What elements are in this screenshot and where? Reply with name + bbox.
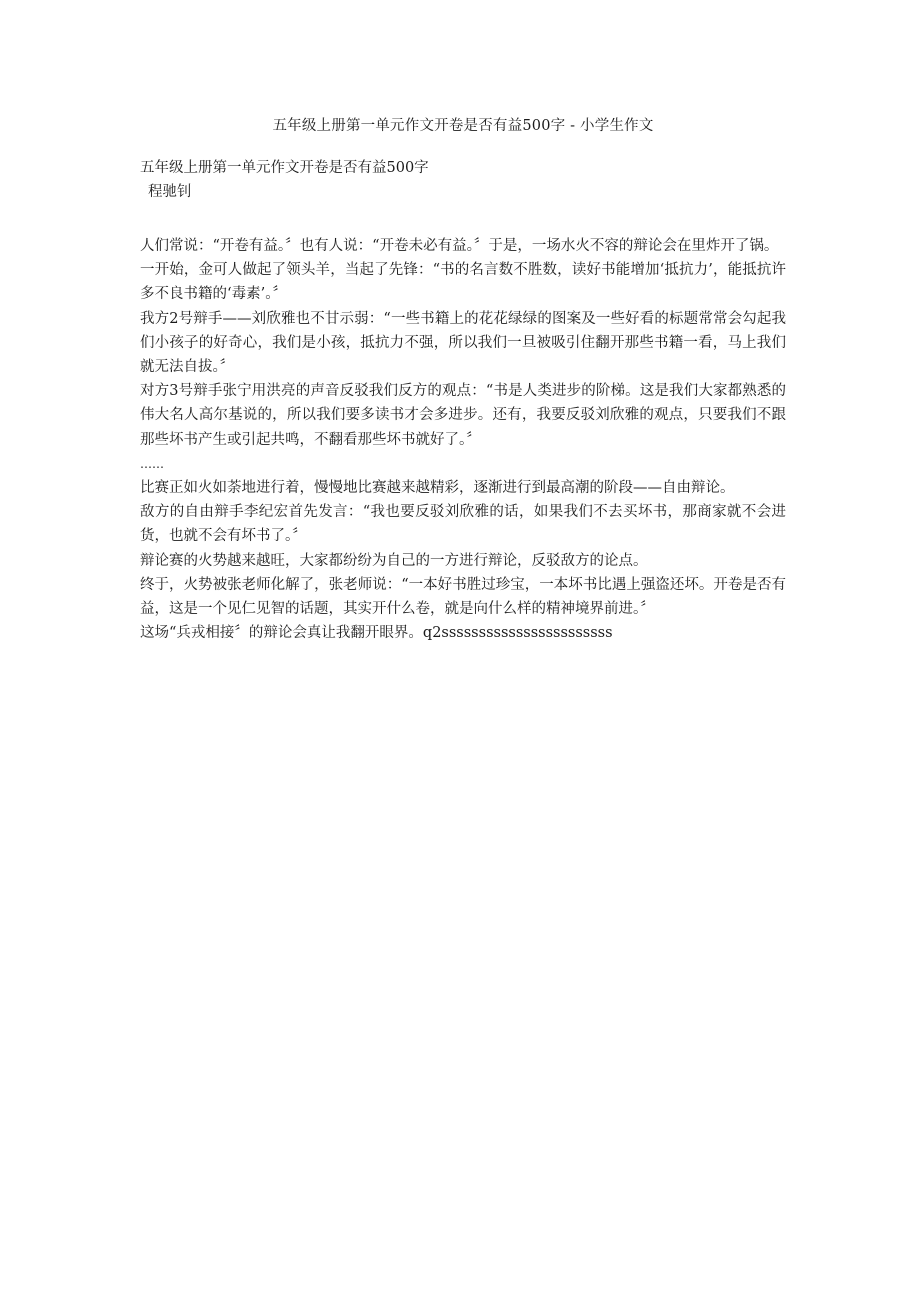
page-header-title: 五年级上册第一单元作文开卷是否有益500字 - 小学生作文: [272, 118, 654, 134]
paragraph-second-speaker: 我方2号辩手——刘欣雅也不甘示弱：“一些书籍上的花花绿绿的图案及一些好看的标题常常会勾起我们小孩子的好奇心，我们是小孩，抵抗力不强，所以我们一旦被吸引住翻开那些书籍一看，马上我们就无法自拔。〞: [140, 310, 786, 376]
paragraph-first-speaker: 一开始，金可人做起了领头羊，当起了先锋：“书的名言数不胜数，读好书能增加‘抵抗力’，能抵抗许多不良书籍的‘毒素’。〞: [140, 262, 786, 303]
article-title: 五年级上册第一单元作文开卷是否有益500字: [140, 160, 429, 176]
paragraph-third-speaker: 对方3号辩手张宁用洪亮的声音反驳我们反方的观点：“书是人类进步的阶梯。这是我们大家都熟悉的伟大名人高尔基说的，所以我们要多读书才会多进步。还有，我要反驳刘欣雅的观点，只要我们不跟那些坏书产生或引起共鸣，不翻看那些坏书就好了。〞: [140, 383, 786, 448]
paragraph-opponent-speech: 敌方的自由辩手李纪宏首先发言：“我也要反驳刘欣雅的话，如果我们不去买坏书，那商家就不会进货，也就不会有坏书了。〞: [140, 504, 786, 545]
article-body: [140, 234, 786, 645]
paragraph-heated-debate: 辩论赛的火势越来越旺，大家都纷纷为自己的一方进行辩论，反驳敌方的论点。: [140, 552, 648, 569]
article-author: 程驰钊: [148, 184, 192, 200]
paragraph-closing: 这场“兵戎相接〞的辩论会真让我翻开眼界。q2sssssssssssssssssssssss: [140, 625, 613, 642]
paragraph-teacher-conclusion: 终于，火势被张老师化解了，张老师说：“一本好书胜过珍宝，一本坏书比遇上强盗还坏。开卷是否有益，这是一个见仁见智的话题，其实开什么卷，就是向什么样的精神境界前进。〞: [140, 576, 786, 618]
paragraph-free-debate: 比赛正如火如荼地进行着，慢慢地比赛越来越精彩，逐渐进行到最高潮的阶段——自由辩论。: [140, 480, 735, 497]
paragraph-opening: 人们常说：“开卷有益。〞也有人说：“开卷未必有益。〞于是，一场水火不容的辩论会在里炸开了锅。: [140, 238, 779, 254]
paragraph-ellipsis: ……: [140, 456, 164, 471]
